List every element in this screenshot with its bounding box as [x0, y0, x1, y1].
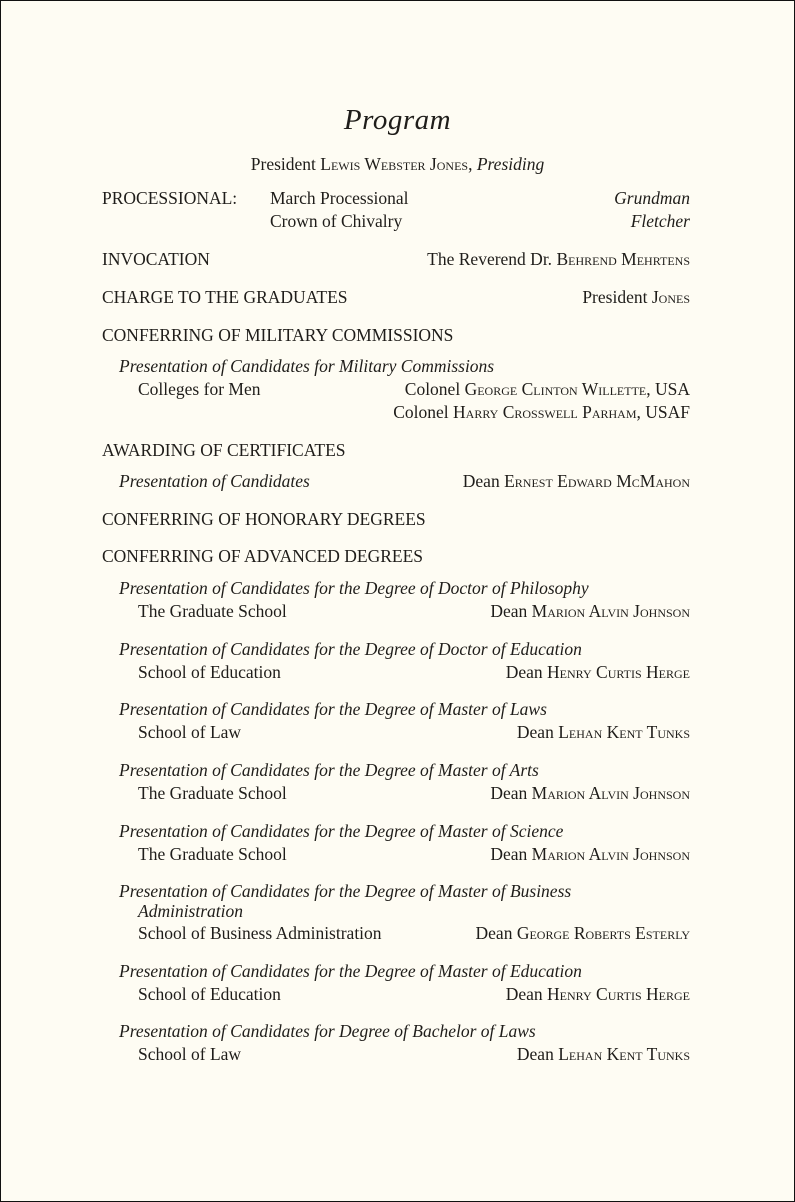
piece-title: March Processional — [270, 188, 409, 208]
degree-school: School of Law — [138, 1044, 242, 1064]
degree-presentation: Presentation of Candidates for the Degree of Master of Science — [119, 821, 564, 841]
degree-school: School of Law — [138, 722, 242, 742]
honorary-label: CONFERRING OF HONORARY DEGREES — [102, 509, 426, 529]
advanced-label: CONFERRING OF ADVANCED DEGREES — [102, 546, 424, 566]
piece-composer: Grundman — [614, 188, 690, 208]
charge-label: CHARGE TO THE GRADUATES — [102, 287, 348, 307]
page-title: Program — [343, 104, 452, 136]
degree-school: School of Education — [138, 662, 281, 682]
degree-dean: Dean Lehan Kent Tunks — [516, 1044, 690, 1064]
degree-dean: Dean Marion Alvin Johnson — [490, 601, 690, 621]
certificates-dean: Dean Ernest Edward McMahon — [462, 471, 690, 491]
degree-school: School of Education — [138, 984, 281, 1004]
degree-presentation: Presentation of Candidates for the Degree of Master of Education — [119, 961, 582, 981]
officer: Colonel George Clinton Willette, USA — [404, 379, 690, 399]
degree-presentation: Presentation of Candidates for the Degree of Doctor of Education — [119, 639, 582, 659]
degree-school: The Graduate School — [138, 601, 287, 621]
degree-school: The Graduate School — [138, 844, 287, 864]
degree-presentation: Presentation of Candidates for the Degree of Doctor of Philosophy — [119, 578, 589, 598]
presiding-line: President Lewis Webster Jones, Presiding — [250, 154, 545, 174]
degree-presentation: Presentation of Candidates for Degree of Bachelor of Laws — [119, 1021, 536, 1041]
degree-school: School of Business Administration — [138, 923, 382, 943]
degree-dean: Dean Marion Alvin Johnson — [490, 844, 690, 864]
processional-label: PROCESSIONAL: — [102, 188, 238, 208]
charge-speaker: President Jones — [582, 287, 690, 307]
degree-presentation: Presentation of Candidates for the Degree of Master of Arts — [119, 760, 539, 780]
military-label: CONFERRING OF MILITARY COMMISSIONS — [102, 325, 454, 345]
military-presentation: Presentation of Candidates for Military Commissions — [119, 356, 495, 376]
certificates-presentation: Presentation of Candidates — [119, 471, 310, 491]
piece-title: Crown of Chivalry — [270, 211, 403, 231]
degree-dean: Dean Henry Curtis Herge — [505, 662, 690, 682]
piece-composer: Fletcher — [630, 211, 690, 231]
degree-school: The Graduate School — [138, 783, 287, 803]
degree-presentation: Presentation of Candidates for the Degree of Master of Laws — [119, 699, 547, 719]
degree-dean: Dean Henry Curtis Herge — [505, 984, 690, 1004]
certificates-label: AWARDING OF CERTIFICATES — [102, 440, 346, 460]
invocation-officiant: The Reverend Dr. Behrend Mehrtens — [427, 249, 690, 269]
degree-dean: Dean Lehan Kent Tunks — [516, 722, 690, 742]
degree-dean: Dean Marion Alvin Johnson — [490, 783, 690, 803]
officer: Colonel Harry Crosswell Parham, USAF — [393, 402, 690, 422]
degree-dean: Dean George Roberts Esterly — [475, 923, 690, 943]
military-unit: Colleges for Men — [138, 379, 261, 399]
degree-presentation-cont: Administration — [138, 901, 244, 921]
presiding-name: Lewis Webster Jones — [320, 154, 469, 174]
invocation-label: INVOCATION — [102, 249, 210, 269]
degree-presentation: Presentation of Candidates for the Degree of Master of Business — [119, 881, 572, 901]
